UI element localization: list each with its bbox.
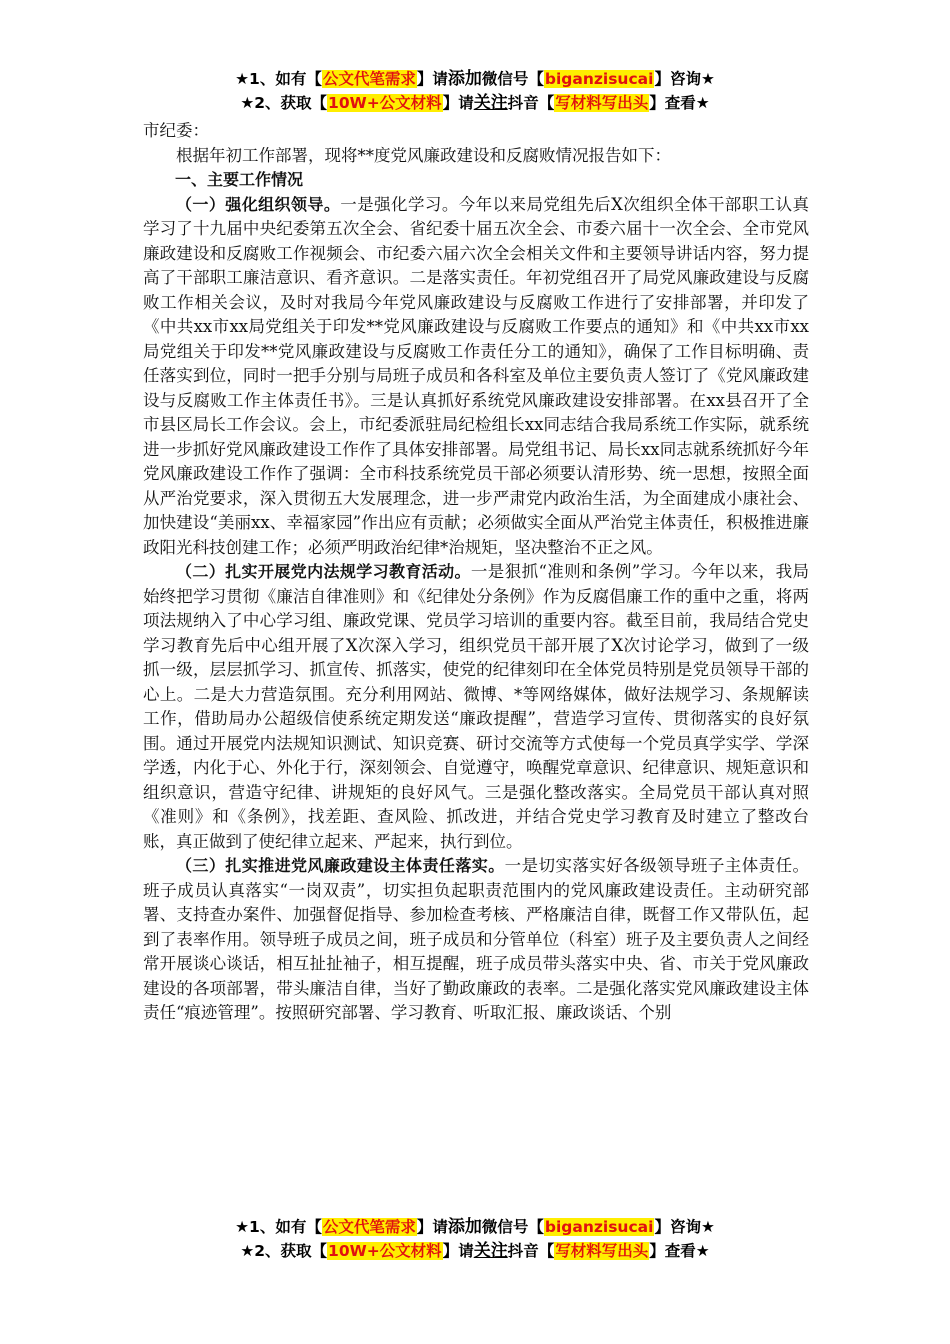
banner-text: ★1、如有【: [235, 1218, 322, 1236]
banner-line-1: [0, 67, 950, 91]
paragraph-text: 一是切实落实好各级领导班子主体责任。班子成员认真落实“一岗双责”，切实担负起职责范围内的党风廉政建设责任。主动研究部署、支持查办案件、加强督促指导、参加检查考核、严格廉洁自律，既督工作又带队伍，起到了表率作用。领导班子成员之间，班子成员和分管单位（科室）班子及主要负责人之间经常开展谈心谈话，相互扯扯袖子，相互提醒，班子成员带头落实中央、省、市关于党风廉政建设的各项部署，带头廉洁自律，当好了勤政廉政的表率。二是强化落实党风廉政建设主体责任“痕迹管理”。按照研究部署、学习教育、听取汇报、廉政谈话、个别: [143, 856, 810, 1022]
banner-emphasis: 添加: [447, 1217, 482, 1237]
document-body: [143, 119, 809, 1026]
paragraph-heading: （二）扎实开展党内法规学习教育活动。: [176, 562, 471, 581]
banner-wechat-id: biganzisucai: [544, 1218, 654, 1236]
banner-douyin-id: 写材料写出头: [555, 94, 649, 112]
banner-emphasis: 关注: [473, 1241, 508, 1261]
banner-douyin-id: 写材料写出头: [555, 1242, 649, 1260]
banner-text: 抖音【: [507, 1242, 555, 1260]
top-ad-banner: [0, 67, 950, 115]
banner-highlight: 公文代笔需求: [322, 1218, 416, 1236]
banner-text: ★1、如有【: [235, 70, 322, 88]
banner-text: 】咨询★: [654, 1218, 715, 1236]
banner-emphasis: 关注: [473, 93, 508, 113]
paragraph-3: [143, 854, 809, 1026]
paragraph-1: [143, 193, 809, 561]
banner-text: 抖音【: [507, 94, 555, 112]
paragraph-2: [143, 560, 809, 854]
paragraph-text: 一是狠抓“准则和条例”学习。今年以来，我局始终把学习贯彻《廉洁自律准则》和《纪律处分条例》作为反腐倡廉工作的重中之重，将两项法规纳入了中心学习组、廉政党课、党员学习培训的重要内容。截至目前，我局结合党史学习教育先后中心组开展了X次深入学习，组织党员干部开展了X次讨论学习，做到了一级抓一级，层层抓学习、抓宣传、抓落实，使党的纪律刻印在全体党员特别是党员领导干部的心上。二是大力营造氛围。充分利用网站、微博、*等网络媒体，做好法规学习、条规解读工作，借助局办公超级信使系统定期发送“廉政提醒”，营造学习宣传、贯彻落实的良好氛围。通过开展党内法规知识测试、知识竞赛、研讨交流等方式使每一个党员真学实学、学深学透，内化于心、外化于行，深刻领会、自觉遵守，唤醒党章意识、纪律意识、规矩意识和组织意识，营造守纪律、讲规矩的良好风气。三是强化整改落实。全局党员干部认真对照《准则》和《条例》，找差距、查风险、抓改进，并结合党史学习教育及时建立了整改台账，真正做到了使纪律立起来、严起来，执行到位。: [143, 562, 809, 851]
banner-emphasis: 添加: [447, 69, 482, 89]
banner-text: 】请: [442, 1242, 474, 1260]
bottom-ad-banner: [0, 1215, 950, 1263]
banner-text: ★2、获取【: [240, 94, 328, 112]
banner-line-2: [0, 1239, 950, 1263]
banner-text: 】查看★: [649, 94, 710, 112]
banner-line-2: [0, 91, 950, 115]
banner-text: 微信号【: [481, 1218, 544, 1236]
banner-text: 】请: [416, 1218, 448, 1236]
paragraph-heading: （三）扎实推进党风廉政建设主体责任落实。: [176, 856, 505, 875]
banner-highlight: 10W+公文材料: [328, 94, 442, 112]
banner-text: 】咨询★: [654, 70, 715, 88]
paragraph-text: 一是强化学习。今年以来局党组先后X次组织全体干部职工认真学习了十九届中央纪委第五次全会、省纪委十届五次全会、市委六届十一次全会、全市党风廉政建设和反腐败工作视频会、市纪委六届六次全会相关文件和主要领导讲话内容，努力提高了干部职工廉洁意识、看齐意识。二是落实责任。年初党组召开了局党风廉政建设与反腐败工作相关会议，及时对我局今年党风廉政建设与反腐败工作进行了安排部署，并印发了《中共xx市xx局党组关于印发**党风廉政建设与反腐败工作要点的通知》和《中共xx市xx局党组关于印发**党风廉政建设与反腐败工作责任分工的通知》，确保了工作目标明确、责任落实到位，同时一把手分别与局班子成员和各科室及单位主要负责人签订了《党风廉政建设与反腐败工作主体责任书》。三是认真抓好系统党风廉政建设安排部署。在xx县召开了全市县区局长工作会议。会上，市纪委派驻局纪检组长xx同志结合我局系统工作实际，就系统进一步抓好党风廉政建设工作作了具体安排部署。局党组书记、局长xx同志就系统抓好今年党风廉政建设工作作了强调：全市科技系统党员干部必须要认清形势、统一思想，按照全面从严治党要求，深入贯彻五大发展理念，进一步严肃党内政治生活，为全面建成小康社会、加快建设“美丽xx、幸福家园”作出应有贡献；必须做实全面从严治党主体责任，积极推进廉政阳光科技创建工作；必须严明政治纪律*治规矩，坚决整治不正之风。: [143, 194, 809, 557]
banner-text: 】请: [416, 70, 448, 88]
banner-text: ★2、获取【: [240, 1242, 328, 1260]
banner-text: 】请: [442, 94, 474, 112]
banner-highlight: 公文代笔需求: [322, 70, 416, 88]
banner-wechat-id: biganzisucai: [544, 70, 654, 88]
banner-line-1: [0, 1215, 950, 1239]
salutation: 市纪委：: [143, 121, 209, 140]
banner-highlight: 10W+公文材料: [328, 1242, 442, 1260]
banner-text: 】查看★: [649, 1242, 710, 1260]
section-heading: 一、主要工作情况: [175, 170, 304, 189]
banner-text: 微信号【: [481, 70, 544, 88]
paragraph-heading: （一）强化组织领导。: [176, 194, 341, 214]
intro-paragraph: 根据年初工作部署，现将**度党风廉政建设和反腐败情况报告如下：: [176, 145, 671, 165]
